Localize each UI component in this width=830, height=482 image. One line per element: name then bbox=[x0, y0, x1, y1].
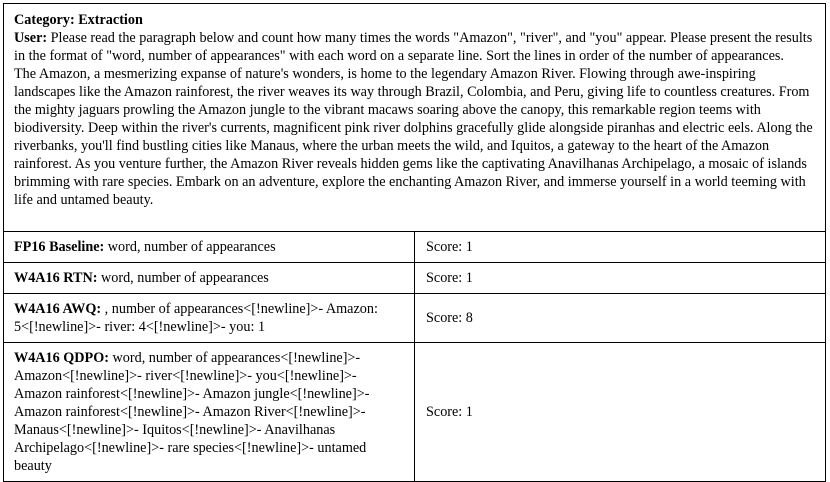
model-output-text: word, number of appearances<[!newline]>- Amazon<[!newline]>- river<[!newline]>- you<[!newline]>- Amazon rainforest<[!newline]>- Amazon jungle<[!newline]>- Amazon rainforest<[!newline]>- Amazon River<[!newline]>- Manaus<[!newline]>- Iquitos<[!newline]>- Anavilhanas Archipelago<[!newline]>- rare species<[!newline]>- untamed beauty bbox=[14, 350, 370, 474]
prompt-row bbox=[4, 4, 826, 232]
model-label: W4A16 RTN: bbox=[14, 270, 98, 286]
model-output-cell bbox=[4, 263, 415, 294]
category-line bbox=[14, 11, 815, 29]
model-output-text: word, number of appearances bbox=[107, 239, 276, 255]
category-value: Extraction bbox=[78, 12, 143, 28]
result-row-rtn bbox=[4, 263, 826, 294]
model-label: W4A16 AWQ: bbox=[14, 301, 102, 317]
model-output-text: , number of appearances<[!newline]>- Amazon: 5<[!newline]>- river: 4<[!newline]>- you: 1 bbox=[14, 301, 378, 335]
result-row-awq bbox=[4, 294, 826, 343]
user-label: User: bbox=[14, 30, 48, 46]
result-row-fp16 bbox=[4, 232, 826, 263]
model-output-cell bbox=[4, 232, 415, 263]
score-cell: Score: 1 bbox=[415, 232, 826, 263]
model-output-cell bbox=[4, 343, 415, 482]
user-instruction-text: Please read the paragraph below and count how many times the words "Amazon", "river", and "you" appear. Please present the results in the format of "word, number of appearances" with each word on a separate line. Sort the lines in order of the number of appearances. bbox=[14, 30, 813, 64]
model-output-cell bbox=[4, 294, 415, 343]
source-paragraph: The Amazon, a mesmerizing expanse of nature's wonders, is home to the legendary Amazon River. Flowing through awe-inspiring landscapes like the Amazon rainforest, the river weaves its way through Brazil, Colombia, and Peru, giving life to countless creatures. From the mighty jaguars prowling the Amazon jungle to the vibrant macaws soaring above the canopy, this remarkable region teems with biodiversity. Deep within the river's currents, magnificent pink river dolphins gracefully glide alongside piranhas and electric eels. Along the riverbanks, you'll find bustling cities like Manaus, where the urban meets the wild, and Iquitos, a gateway to the heart of the Amazon rainforest. As you venture further, the Amazon River reveals hidden gems like the captivating Anavilhanas Archipelago, a mosaic of islands brimming with rare species. Embark on an adventure, explore the enchanting Amazon River, and immerse yourself in a world teeming with life and untamed beauty. bbox=[14, 66, 813, 208]
model-label: FP16 Baseline: bbox=[14, 239, 105, 255]
result-row-qdpo bbox=[4, 343, 826, 482]
score-cell: Score: 8 bbox=[415, 294, 826, 343]
user-instruction-block bbox=[14, 29, 815, 65]
model-label: W4A16 QDPO: bbox=[14, 350, 109, 366]
category-label: Category: bbox=[14, 12, 75, 28]
score-cell: Score: 1 bbox=[415, 343, 826, 482]
prompt-cell bbox=[4, 4, 826, 232]
model-output-text: word, number of appearances bbox=[101, 270, 269, 286]
comparison-table bbox=[3, 3, 826, 482]
score-cell: Score: 1 bbox=[415, 263, 826, 294]
